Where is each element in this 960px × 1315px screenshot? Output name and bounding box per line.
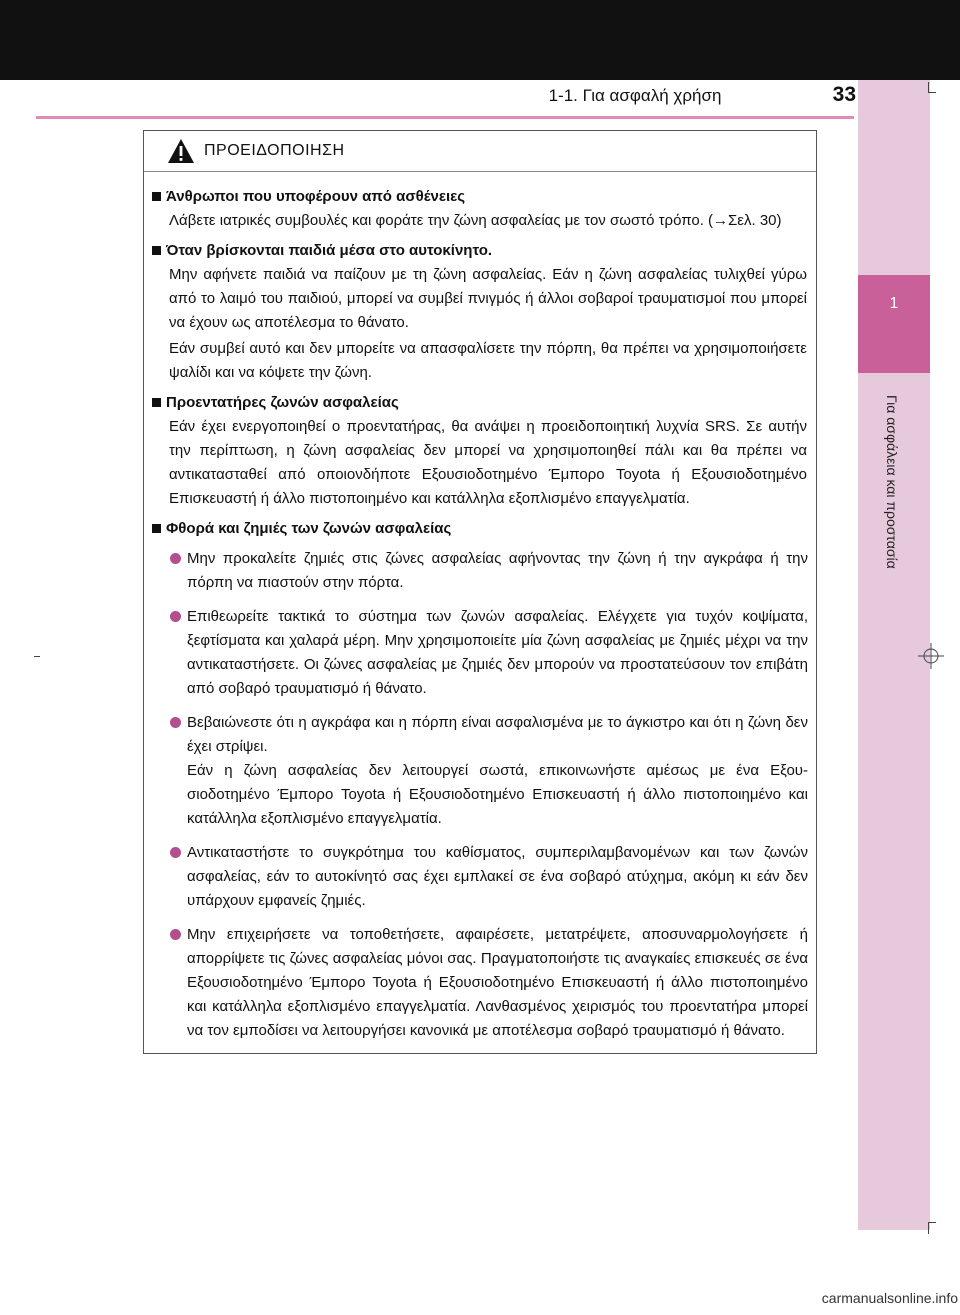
crop-mark (928, 1222, 936, 1223)
crop-mark (34, 656, 40, 657)
section-paragraph: Λάβετε ιατρικές συμβουλές και φοράτε την ζώνη ασφαλείας με τον σωστό τρόπο. (→Σελ. 30) (169, 212, 782, 229)
section-title: Άνθρωποι που υποφέρουν από ασθένειες (152, 185, 816, 209)
section-paragraph: Εάν έχει ενεργοποιηθεί ο προεντατήρας, θα ανάψει η προειδοποιητική λυχνία SRS. Σε αυτήν την περίπτωση, η ζώνη ασφαλείας δεν μπορεί να χρησιμοποιηθεί πάλι και θα πρέπει να αντικατασταθεί από οποιονδήποτε Εξουσιοδοτημένο Έμπορο Toyota ή Εξουσιοδοτημένο Επισκευαστή ή άλλο πιστοποιημένο και κατάλληλα εξοπλισμένο επαγγελματία. (169, 418, 807, 507)
chapter-number: 1 (889, 295, 899, 312)
section-header: 1-1. Για ασφαλή χρήση (548, 86, 722, 105)
header-divider (36, 116, 854, 119)
crop-mark (928, 92, 936, 93)
section-paragraph: Μην αφήνετε παιδιά να παίζουν με τη ζώνη ασφαλείας. Εάν η ζώνη ασφαλείας τυλιχθεί γύρω από το λαιμό του παιδιού, μπορεί να συμβεί πνιγμός ή άλλοι σοβαροί τραυματισμοί που μπορεί να έχουν ως αποτέλεσμα το θάνατο. (169, 266, 807, 331)
watermark-link[interactable]: carmanualsonline.info (821, 1290, 958, 1306)
section-paragraph: Εάν συμβεί αυτό και δεν μπορείτε να απασφαλίσετε την πόρπη, θα πρέπει να χρησιμοποιήσετε ψαλίδι και να κόψετε την ζώνη. (169, 340, 807, 381)
section-title: Όταν βρίσκονται παιδιά μέσα στο αυτοκίνητο. (152, 239, 816, 263)
list-item-continuation: Εάν η ζώνη ασφαλείας δεν λειτουργεί σωστά, επικοινωνήστε αμέσως με ένα Εξουσιοδοτημένο Έμπορο Toyota ή Εξουσιοδοτημένο Επισκευαστή ή άλλο πιστοποιημένο και κατάλληλα εξοπλισμένο επαγγελματία. (187, 762, 808, 827)
list-item: Μην επιχειρήσετε να τοποθετήσετε, αφαιρέσετε, μετατρέψετε, αποσυναρμολογήσετε ή απορρίψετε τις ζώνες ασφαλείας μόνοι σας. Πραγματοποιήστε τις αναγκαίες επισκευές σε ένα Εξουσιοδοτημένο Έμπορο Toyota ή Εξουσιοδοτημένο Επισκευαστή ή άλλο πιστοποιημένο και κατάλληλα εξοπλισμένο επαγγελματία. Λανθασμένος χειρισμός του προεντατήρα μπορεί να τον εμποδίσει να λειτουργήσει κανονικά με αποτέλεσμα σοβαρό τραυματισμό ή θάνατο. (187, 923, 808, 1043)
list-item: Επιθεωρείτε τακτικά το σύστημα των ζωνών ασφαλείας. Ελέγχετε για τυχόν κοψίματα, ξεφτίσματα και χαλαρά μέρη. Μην χρησιμοποιείτε μία ζώνη ασφαλείας με ζημιές μέχρι να την αντικαταστήσετε. Οι ζώνες ασφαλείας με ζημιές δεν μπορούν να προστατεύσουν τον επιβάτη από σοβαρό τραυματισμό ή θάνατο. (187, 605, 808, 701)
section-title: Προεντατήρες ζωνών ασφαλείας (152, 391, 816, 415)
chapter-label (858, 395, 930, 595)
list-item: Βεβαιώνεστε ότι η αγκράφα και η πόρπη είναι ασφαλισμένα με το άγκιστρο και ότι η ζώνη δεν έχει στρίψει. (187, 711, 808, 759)
page-number: 33 (832, 83, 856, 106)
crop-mark (928, 82, 929, 92)
warning-content (144, 181, 816, 1043)
warning-title: ΠΡΟΕΙΔΟΠΟΙΗΣΗ (204, 142, 345, 159)
section-title: Φθορά και ζημιές των ζωνών ασφαλείας (152, 517, 816, 541)
warning-box (143, 130, 817, 1054)
top-black-band (0, 0, 960, 80)
warning-header (144, 131, 816, 172)
warning-triangle-icon (166, 137, 196, 165)
chapter-number-block (858, 275, 930, 373)
chapter-label-text: Για ασφάλεια και προστασία (884, 395, 900, 569)
list-item: Αντικαταστήστε το συγκρότημα του καθίσματος, συμπεριλαμβανομένων και των ζωνών ασφαλείας, εάν το αυτοκίνητό σας έχει εμπλακεί σε ένα σοβαρό ατύχημα, ακόμη κι εάν δεν υπάρχουν εμφανείς ζημιές. (187, 841, 808, 913)
crop-mark (928, 1222, 929, 1234)
list-item: Μην προκαλείτε ζημιές στις ζώνες ασφαλείας αφήνοντας την ζώνη ή την αγκράφα ή την πόρπη να πιαστούν στην πόρτα. (187, 547, 808, 595)
registration-mark-icon (918, 643, 944, 669)
